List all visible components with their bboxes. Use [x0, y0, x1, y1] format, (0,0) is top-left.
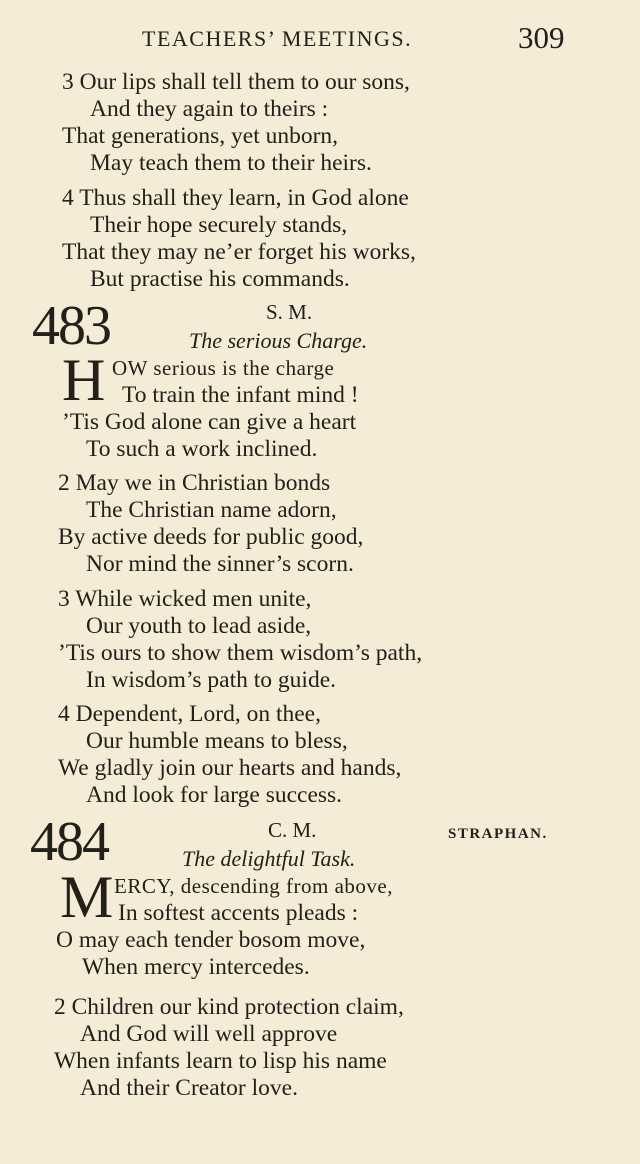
drop-cap: M	[60, 864, 114, 930]
verse-line: ERCY, descending from above,	[114, 874, 393, 898]
verse-line: ’Tis ours to show them wisdom’s path,	[58, 640, 423, 666]
verse-line: 3 Our lips shall tell them to our sons,	[62, 69, 410, 95]
verse-line: ’Tis God alone can give a heart	[62, 409, 357, 435]
verse-line: To train the infant mind !	[122, 382, 359, 408]
verse-line: Our youth to lead aside,	[86, 613, 312, 639]
verse-line: In softest accents pleads :	[118, 900, 359, 926]
page-header	[0, 20, 640, 60]
verse-line: But practise his commands.	[90, 266, 350, 292]
verse-line: That generations, yet unborn,	[62, 123, 339, 149]
hymn-meter: C. M.	[268, 818, 317, 842]
verse-line: May teach them to their heirs.	[90, 150, 372, 176]
hymn-meter: S. M.	[266, 300, 313, 324]
hymn-number: 484	[30, 811, 108, 873]
hymn-title: The delightful Task.	[182, 846, 356, 871]
running-head: TEACHERS’ MEETINGS.	[142, 26, 413, 51]
hymn-number: 483	[32, 295, 110, 357]
verse-line: When mercy intercedes.	[82, 954, 310, 980]
verse-line: To such a work inclined.	[86, 436, 318, 462]
verse-line: Our humble means to bless,	[86, 728, 348, 754]
verse-line: We gladly join our hearts and hands,	[58, 755, 402, 781]
verse-line: And God will well approve	[80, 1021, 338, 1047]
verse-line: In wisdom’s path to guide.	[86, 667, 336, 693]
verse-line: And they again to theirs :	[90, 96, 329, 122]
page-number: 309	[518, 20, 565, 55]
verse-line: And look for large success.	[86, 782, 343, 808]
hymn-title: The serious Charge.	[189, 328, 368, 353]
verse-line: When infants learn to lisp his name	[54, 1048, 387, 1074]
verse-line: And their Creator love.	[80, 1075, 298, 1101]
verse-line: By active deeds for public good,	[58, 524, 364, 550]
verse-line: That they may ne’er forget his works,	[62, 239, 416, 265]
drop-cap: H	[62, 347, 106, 413]
verse-line: O may each tender bosom move,	[56, 927, 366, 953]
verse-line: Their hope securely stands,	[90, 212, 348, 238]
verse-line: Nor mind the sinner’s scorn.	[86, 551, 354, 577]
verse-line: 4 Dependent, Lord, on thee,	[58, 701, 321, 727]
verse-line: 2 May we in Christian bonds	[58, 470, 331, 496]
verse-line: 2 Children our kind protection claim,	[54, 994, 404, 1020]
verse-line: OW serious is the charge	[112, 356, 335, 380]
verse-line: 4 Thus shall they learn, in God alone	[62, 185, 409, 211]
verse-line: 3 While wicked men unite,	[58, 586, 312, 612]
verse-line: The Christian name adorn,	[86, 497, 337, 523]
tune-name: STRAPHAN.	[448, 826, 548, 842]
